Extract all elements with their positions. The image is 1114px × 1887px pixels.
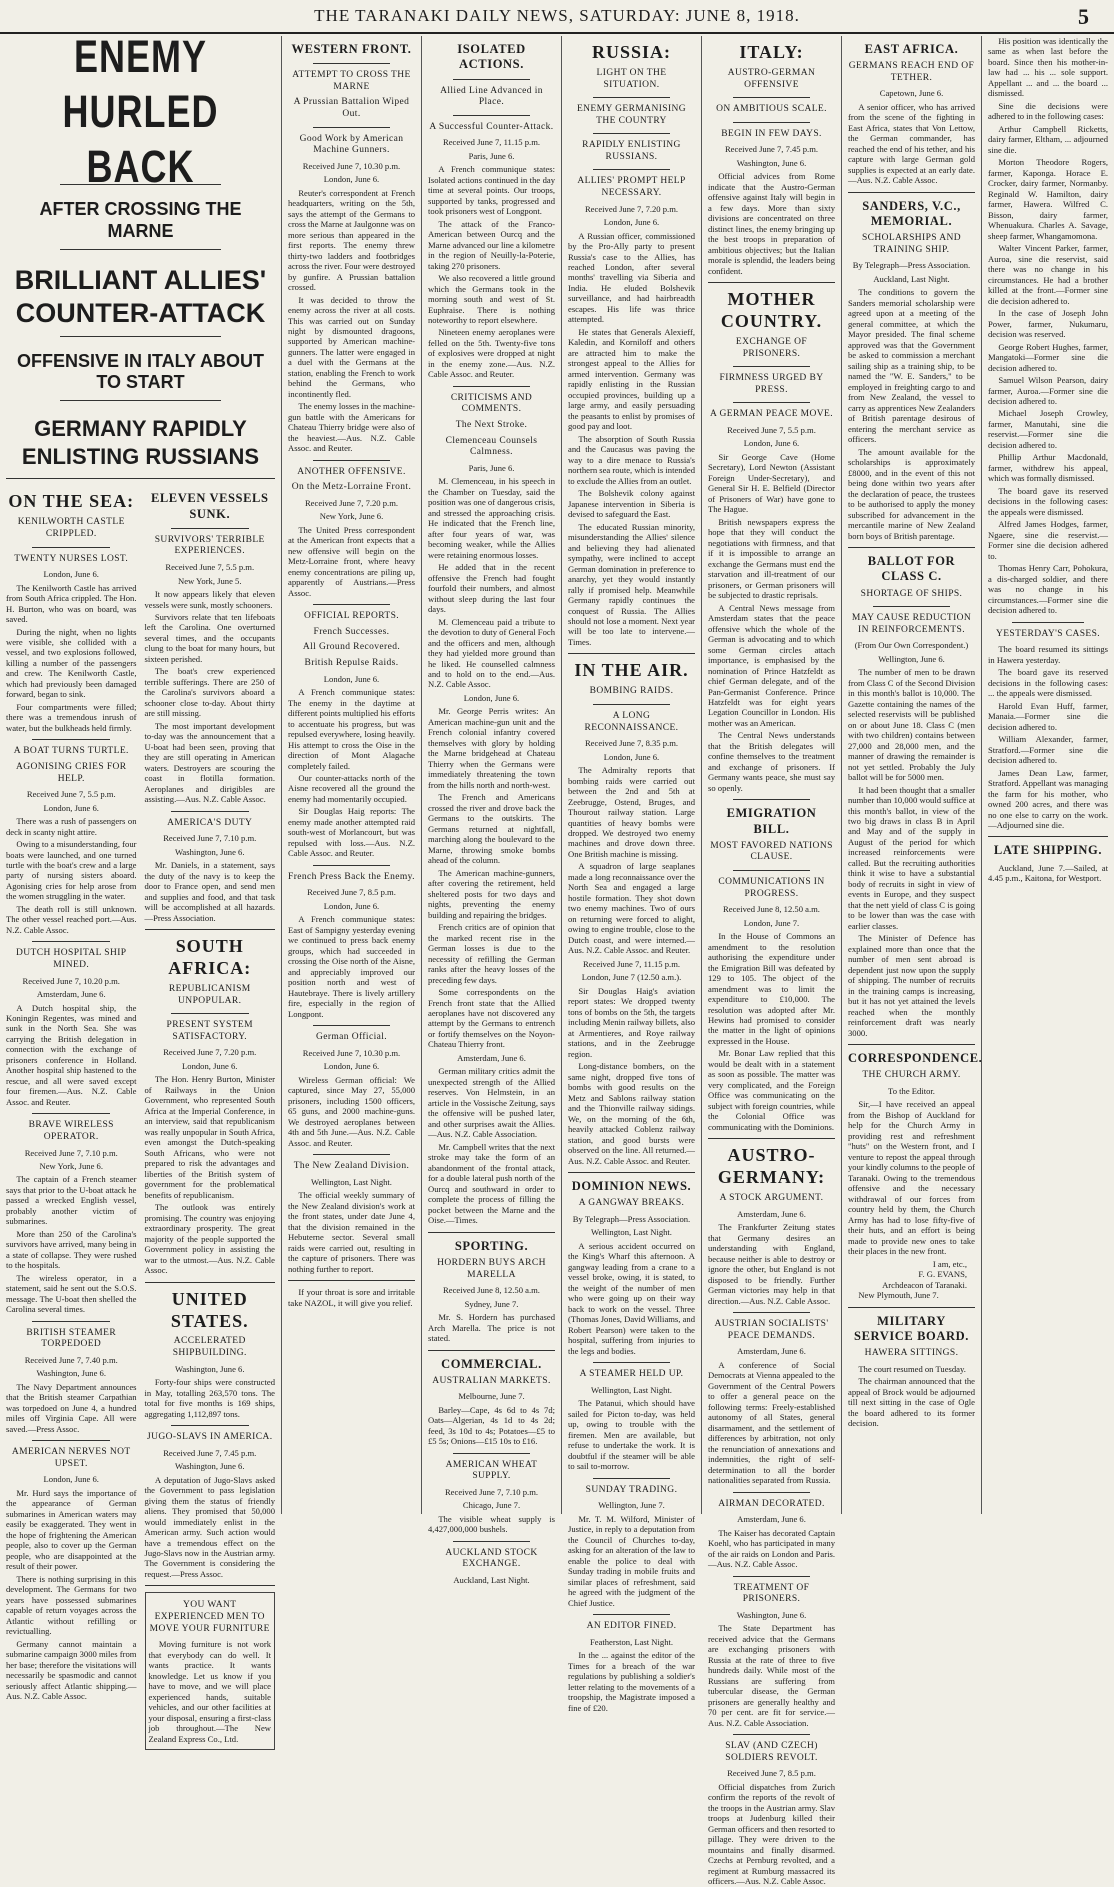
- subhead: SCHOLARSHIPS AND TRAINING SHIP.: [861, 233, 962, 255]
- dateline: Received June 7, 7.40 p.m.: [24, 1354, 118, 1365]
- subhead: A LONG RECONNAISSANCE.: [584, 710, 679, 733]
- dateline: Received June 7, 7.45 p.m.: [724, 144, 819, 155]
- subhead: BRITISH STEAMER TORPEDOED: [26, 1327, 117, 1350]
- subhead: Allied Line Advanced in Place.: [440, 85, 543, 108]
- paragraph: The wireless operator, in a statement, said he sent out the S.O.S. message. The U-boat then shelled the Carolina several times.: [6, 1272, 137, 1315]
- section-austro-germany: AUSTRO-GERMANY:: [717, 1145, 826, 1188]
- paragraph: The State Department has received advice that the Germans are exchanging prisoners with Russia at the rate of three to five hundreds daily. While most of the Russians are suffering from tubercular disease, the German prisoners are generally healthy and 70 per cent. are fit for service.—Aus. N.Z. Cable Association.: [708, 1623, 835, 1728]
- ad-text: Moving furniture is not work that everybody can do well. It wants practice. It wants knowledge. Let us know if you have to move, and we will place experienced hands, suitable vehicles, and our other facilities at your disposal, ensuring a first-class job throughout.—The New Zealand Express Co., Ltd.: [148, 1639, 271, 1744]
- dateline: London, June 7.: [743, 917, 800, 928]
- dateline: Melbourne, June 7.: [458, 1391, 525, 1402]
- section-late-shipping: LATE SHIPPING.: [993, 843, 1103, 858]
- column-3: [422, 36, 562, 1586]
- paragraph: Walter Vincent Parker, farmer, Auroa, sine die reservist, said there was no change in his circumstances. He had a brother killed at the front.—Former sine die decision adhered to.: [988, 243, 1108, 306]
- dateline: Received June 7, 8.5 p.m.: [307, 887, 396, 898]
- paragraph: Mr. S. Hordern has purchased Arch Marella. The price is not stated.: [428, 1312, 555, 1344]
- dateline: Capetown, June 6.: [879, 88, 944, 99]
- subhead: All Ground Recovered.: [302, 642, 401, 653]
- paragraph: Reuter's correspondent at French headquarters, writing on the 5th, says the attempt of the Germans to cross the Marne at Jaulgonne was on more serious than appeared in the first reports. The enemy threw thirty-two ladders and footbridges across the river. Four were destroyed by gunfire. A Prussian battalion crossed.: [288, 187, 415, 293]
- section-in-the-air: IN THE AIR.: [574, 660, 689, 681]
- paragraph: More than 250 of the Carolina's survivors have arrived, many being in a state of collapse. They were rushed to the hospitals.: [6, 1228, 137, 1271]
- subhead: EXCHANGE OF PRISONERS.: [735, 336, 808, 359]
- paragraph: Samuel Wilson Pearson, dairy farmer, Auroa.—Former sine die decision adhered to.: [988, 375, 1108, 406]
- headline-enemy-hurled-back: ENEMY HURLED BACK: [62, 30, 219, 192]
- dateline: Washington, June 6.: [175, 1461, 245, 1472]
- paragraph: Some correspondents on the French front state that the Allied aeroplanes have not discovered any attempt by the Germans to entrench or fortify themselves on the Noyon-Chateau Thierry front.: [428, 987, 555, 1050]
- subhead: A BOAT TURNS TURTLE.: [13, 746, 129, 757]
- paragraph: A senior officer, who has arrived from the scene of the fighting in East Africa, states that Von Lettow, the German commander, has reached the end of his tether, and his capture with large German gold supplies is expected at an early date.—Aus. N.Z. Cable Assoc.: [848, 101, 975, 186]
- paragraph: The French and Americans crossed the river and drove back the Germans to the outskirts. The Germans returned at nightfall, marching along the boulevard to the Marne, throwing smoke bombs ahead of the column.: [428, 792, 555, 866]
- dateline: Received June 7, 7.10 p.m.: [163, 833, 257, 844]
- subhead: The New Zealand Division.: [293, 1161, 410, 1172]
- paragraph: The Central News understands that the British delegates will confine themselves to the treatment and exchange of prisoners. If Germany wants peace, she must say so openly.: [708, 730, 835, 793]
- page-number: 5: [1078, 4, 1090, 29]
- column-6: [842, 36, 982, 1514]
- to-the-editor: To the Editor.: [888, 1086, 935, 1096]
- column-1: [0, 30, 282, 1744]
- subhead: KENILWORTH CASTLE CRIPPLED.: [17, 517, 125, 539]
- dateline: Washington, June 6.: [175, 846, 245, 857]
- subhead: AIRMAN DECORATED.: [718, 1498, 825, 1509]
- paragraph: The Kaiser has decorated Captain Koehl, who has participated in many of the air raids on London and Paris.—Aus. N.Z. Cable Assoc.: [708, 1527, 835, 1570]
- paragraph: The outlook was entirely promising. The country was enjoying extraordinary prosperity. The great majority of the people supported the Government policy in assisting the war to the utmost.—Aus. N.Z. Cable Assoc.: [144, 1202, 275, 1276]
- paragraph: The most important development to-day was the announcement that a U-boat had been seen, proving that they are still operating in American waters. Destroyers are scouring the coast in flotilla formation. Aeroplanes and dirigibles are assisting.—Aus. N.Z. Cable Assoc.: [144, 720, 275, 805]
- subhead: MAY CAUSE REDUCTION IN REINFORCEMENTS.: [851, 613, 972, 635]
- paragraph: It now appears likely that eleven vessels were sunk, mostly schooners.: [144, 589, 275, 610]
- subhead: HORDERN BUYS ARCH MARELLA: [437, 1257, 546, 1280]
- paragraph: German military critics admit the unexpected strength of the Allied reserves. Von Helmstein, in an article in the Vossische Zeitung, says the offensive will be pushed later, and other surprises await the Allies.—Aus. N.Z. Cable Association.: [428, 1066, 555, 1140]
- section-emigration-bill: EMIGRATION BILL.: [726, 806, 817, 836]
- paragraph: There was a rush of passengers on deck in scanty night attire.: [6, 816, 137, 837]
- section-italy: ITALY:: [739, 42, 804, 62]
- subhead: AGONISING CRIES FOR HELP.: [15, 761, 127, 784]
- subhead: DUTCH HOSPITAL SHIP MINED.: [16, 948, 127, 970]
- nazol-advertisement: If your throat is sore and irritable take NAZOL, it will give you relief.: [288, 1287, 415, 1308]
- paragraph: Sir Douglas Haig's aviation report states: We dropped twenty tons of bombs on the 5th, the targets including Menin railway billets, also at Armentieres, and Roye railway stations, and in the Zeebrugge region.: [568, 985, 695, 1059]
- section-south-africa: SOUTH AFRICA:: [168, 936, 252, 979]
- section-eleven-vessels-sunk: ELEVEN VESSELS SUNK.: [150, 491, 269, 521]
- paragraph: Barley—Cape, 4s 6d to 4s 7d; Oats—Algerian, 4s 1d to 4s 2d; feed, 3s 10d to 4s; Potatoes—£5 to £5 5s; Onions—£15 10s to £16.: [428, 1404, 555, 1447]
- dateline: Wellington, Last Night.: [591, 1227, 672, 1238]
- dateline: London, June 6.: [323, 673, 380, 684]
- section-sporting: SPORTING.: [454, 1238, 529, 1253]
- paragraph: The Bolshevik colony against Japanese intervention in Siberia is devised to safeguard the East.: [568, 488, 695, 520]
- paragraph: The Minister of Defence has explained more than once that the number of men sent abroad is dependent just now upon the supply of shipping. The number of recruits in the training camps is increasing, but it has not yet attained the levels reached when the monthly reinforcement draft was nearly 3000.: [848, 933, 975, 1038]
- paragraph: The Navy Department announces that the British steamer Carpathian was torpedoed on June 4, a hundred miles off Virginia Cape. All were saved.—Press Assoc.: [6, 1381, 137, 1434]
- signature-line: I am, etc.,: [932, 1258, 967, 1269]
- paragraph: He states that Generals Alexieff, Kaledin, and Korniloff and others are attracted him to make the strongest appeal to the Allies for armed intervention. Germany was rapidly enlisting in the Russian occupied provinces, building up a large army, and easily persuading the peasants to enlist by promises of good pay and loot.: [568, 326, 695, 432]
- dateline: Received June 7, 8.35 p.m.: [584, 738, 679, 749]
- subhead: LIGHT ON THE SITUATION.: [596, 67, 667, 90]
- paragraph: Phillip Arthur Macdonald, farmer, withdrew his appeal, which was formally dismissed.: [988, 452, 1108, 484]
- paragraph: We also recovered a little ground which the Germans took in the morning south and west of St. Euphraise. There is nothing noteworthy to report elsewhere.: [428, 273, 555, 325]
- dateline: London, June 6.: [743, 438, 800, 449]
- dateline: Auckland, Last Night.: [873, 273, 950, 284]
- paragraph: William Alexander, farmer, Stratford.—Former sine die decision adhered to.: [988, 734, 1108, 766]
- signature-name: F. G. EVANS,: [918, 1269, 967, 1280]
- paragraph: The Kenilworth Castle has arrived from South Africa crippled. The Hon. H. Burton, who was on board, was saved.: [6, 582, 137, 625]
- subhead: A GERMAN PEACE MOVE.: [709, 409, 834, 420]
- paragraph: Mr. Hurd says the importance of the appearance of German submarines in American waters may easily be exaggerated. They went in the hope of frightening the American people, also to cover up the German people, who are disappointed at the result of their power.: [6, 1487, 137, 1572]
- subhead: ACCELERATED SHIPBUILDING.: [172, 1336, 247, 1359]
- section-on-the-sea: ON THE SEA:: [8, 491, 135, 512]
- paragraph: Thomas Henry Carr, Pohokura, a dis-charged soldier, and there was no change in his circumstances.—Former sine die decision adhered to.: [988, 563, 1108, 616]
- section-isolated-actions: ISOLATED ACTIONS.: [457, 42, 526, 72]
- headline-after-crossing-marne: AFTER CROSSING THE MARNE: [39, 198, 242, 241]
- paragraph: The captain of a French steamer says that prior to the U-boat attack he passed a wrecked English vessel, probably another victim of submarines.: [6, 1174, 137, 1227]
- section-russia: RUSSIA:: [591, 42, 672, 62]
- subhead: BRAVE WIRELESS OPERATOR.: [28, 1120, 114, 1142]
- dateline: Wellington, June 6.: [878, 653, 945, 664]
- subhead: Good Work by American Machine Gunners.: [299, 133, 404, 156]
- paragraph: The official weekly summary of the New Zealand division's work at the front states, under date June 4, that the division remained in the Hebuterne sector. Several small raids were carried out, resulting in the capture of prisoners. There was nothing further to report.: [288, 1190, 415, 1274]
- dateline: Received June 7, 7.45 p.m.: [163, 1447, 257, 1458]
- paragraph: The number of men to be drawn from Class C of the Second Division in this month's ballot is 10,000. The Gazette containing the names of the selected reservists will be published on or about June 18. Class C (men with two children) contains between 27,000 and 28,000 men, and the manner of drawing the remainder is not yet settled. Probably the July ballot will be for 5000 men.: [848, 667, 975, 783]
- subhead: A GANGWAY BREAKS.: [578, 1198, 685, 1209]
- subhead: ON AMBITIOUS SCALE.: [716, 104, 827, 115]
- dateline: Received June 8, 12.50 a.m.: [723, 904, 820, 915]
- paragraph: The death roll is still unknown. The other vessel reached port.—Aus. N.Z. Cable Assoc.: [6, 903, 137, 935]
- dateline: Washington, June 6.: [36, 1368, 106, 1379]
- section-ballot-class-c: BALLOT FOR CLASS C.: [867, 554, 956, 584]
- paragraph: Nineteen enemy aeroplanes were felled on the 5th. Twenty-five tons of explosives were dropped at night in the enemy zone.—Aus. N.Z. Cable Assoc. and Reuter.: [428, 327, 555, 380]
- dateline: Paris, June 6.: [468, 150, 515, 161]
- paragraph: The boat's crew experienced terrible sufferings. There are 250 of the Carolina's survivors aboard a schooner close to-day. About thirty are still missing.: [144, 666, 275, 719]
- paragraph: Sine die decisions were adhered to in the following cases:: [988, 100, 1108, 122]
- dateline: Amsterdam, June 6.: [737, 1514, 806, 1525]
- headline-counter-attack: BRILLIANT ALLIES' COUNTER-ATTACK: [14, 264, 267, 328]
- column-5: [702, 36, 842, 1887]
- subhead: PRESENT SYSTEM SATISFACTORY.: [166, 1020, 253, 1042]
- paragraph: Auckland, June 7.—Sailed, at 4.45 p.m., Kaitona, for Westport.: [988, 862, 1108, 884]
- subhead: BOMBING RAIDS.: [589, 686, 674, 697]
- section-dominion-news: DOMINION NEWS.: [571, 1179, 692, 1194]
- subhead: AMERICA'S DUTY: [167, 817, 253, 828]
- paragraph: British newspapers express the hope that they will conduct the negotiations with firmness, and that if it is impossible to arrange an exchange the Germans must end the starvation and ill-treatment of our prisoners, or German prisoners will be subjected to drastic reprisals.: [708, 516, 835, 601]
- section-sanders-memorial: SANDERS, V.C., MEMORIAL.: [862, 198, 961, 229]
- paragraph: The court resumed on Tuesday.: [858, 1363, 966, 1374]
- paragraph: A Central News message from Amsterdam states that the peace offensive which the whole of the German is advocating and to which some German circles attach importance, is emphasised by the nomination of Prince Hatzfeldt as chief German delegate, and of the Pan-Germanist Conference. Prince Hatzfeldt was for eight years Legation Councillor in London. His mother was an American.: [708, 602, 835, 728]
- subhead: AMERICAN WHEAT SUPPLY.: [445, 1459, 538, 1482]
- subhead: GERMANS REACH END OF TETHER.: [848, 61, 975, 83]
- paragraph: A deputation of Jugo-Slavs asked the Government to pass legislation giving them the status of friendly aliens. They promised that 50,000 would immediately enlist in the American army. Such action would have a tremendous effect on the Jugo-Slavs now in the Austrian army. The Government is considering the request.—Press Assoc.: [144, 1474, 275, 1579]
- paragraph: Our counter-attacks north of the Aisne recovered all the ground the enemy had momentarily occupied.: [288, 772, 415, 804]
- dateline: Amsterdam, June 6.: [36, 989, 106, 1000]
- dateline: (From Our Own Correspondent.): [854, 640, 969, 651]
- subhead: AUSTRO-GERMAN OFFENSIVE: [727, 67, 816, 90]
- paragraph: Official advices from Rome indicate that the Austro-German offensive against Italy will begin in a few days. More than sixty divisions are concentrated on three distinct lines, the enemy bringing up the best troops in preparation of ambitious objectives; but the Italian morale is splendid, the leaders being confident.: [708, 171, 835, 276]
- paragraph: Arthur Campbell Ricketts, dairy farmer, Eltham, ... adjourned sine die.: [988, 123, 1108, 155]
- dateline: London, June 7 (12.50 a.m.).: [581, 972, 682, 983]
- subhead: A Successful Counter-Attack.: [429, 121, 554, 132]
- paragraph: Mr. Bonar Law replied that this would be dealt with in a statement as soon as possible. The matter was very complicated, and the Foreign Office was communicating on the subject with foreign countries, while the Colonial Office was communicating with the Dominions.: [708, 1048, 835, 1132]
- paragraph: M. Clemenceau, in his speech in the Chamber on Tuesday, said the position was one of dangerous crisis, and stressed the approaching crisis. He indicated that the French line, after four years of war, was becoming weaker, while the Allies were retaining enormous losses.: [428, 476, 555, 560]
- paragraph: The attack of the Franco-American between Ourcq and the Marne advanced our line a kilometre in the region of Neuilly-la-Poterie, taking 270 prisoners.: [428, 218, 555, 271]
- subhead: AN EDITOR FINED.: [586, 1621, 677, 1632]
- paragraph: In the House of Commons an amendment to the resolution authorising the expenditure under the Emigration Bill was defeated by 129 to 105. The object of the amendment was to limit the expenditure to £10,000. The resolution was adopted after Mr. Hewins had promised to consider the matter in the light of opinions expressed in the House.: [708, 931, 835, 1046]
- paragraph: A squadron of large seaplanes made a long reconnaissance over the North Sea and engaged a large hostile formation. They shot down two enemy machines. Two of ours on returning were forced to alight, owing to engine trouble, close to the Dutch coast, and were interned.—Aus. N.Z. Cable Assoc. and Reuter.: [568, 861, 695, 956]
- dateline: Received June 7, 8.5 p.m.: [727, 1768, 816, 1779]
- subhead: FIRMNESS URGED BY PRESS.: [719, 373, 824, 395]
- paragraph: A French communique states: Isolated actions continued in the day time at several points. Our troops, supported by tanks, progressed and took prisoners west of Longpont.: [428, 164, 555, 217]
- subhead: ENEMY GERMANISING THE COUNTRY: [576, 104, 687, 126]
- paragraph: The Patanui, which should have sailed for Picton to-day, was held up, owing to trouble with the firemen. Men are available, but refuse to undertake the work. It is doubtful if the steamer will be able to sail to-morrow.: [568, 1398, 695, 1472]
- paragraph: A Dutch hospital ship, the Koningin Regentes, was mined and sunk in the North Sea. She was carrying the British delegation in connection with the exchange of prisoners conference in Holland. Another hospital ship hastened to the rescue, and all were saved except four firemen.—Aus. N.Z. Cable Assoc. and Reuter.: [6, 1002, 137, 1107]
- dateline: London, June 6.: [43, 1474, 99, 1485]
- dateline: London, June 6.: [43, 802, 99, 813]
- section-western-front: WESTERN FRONT.: [291, 42, 412, 56]
- paragraph: Michael Joseph Crowley, farmer, Manutahi, sine die reservist.—Former sine die decision adhered to.: [988, 408, 1108, 450]
- subhead: SUNDAY TRADING.: [585, 1484, 678, 1495]
- column-1-left: [6, 485, 137, 1750]
- subhead: HAWERA SITTINGS.: [864, 1348, 959, 1359]
- subhead: AUCKLAND STOCK EXCHANGE.: [445, 1547, 538, 1570]
- subhead: French Successes.: [313, 626, 390, 637]
- dateline: Received June 7, 5.5 p.m.: [26, 789, 116, 800]
- dateline: London, June 6.: [43, 569, 99, 580]
- paragraph: Sir George Cave (Home Secretary), Lord Newton (Assistant Foreign Under-Secretary), and General Sir H. E. Belfield (Director of Prisoners of War) have gone to The Hague.: [708, 451, 835, 515]
- dateline: London, June 6.: [603, 751, 660, 762]
- subhead: British Repulse Raids.: [304, 658, 399, 669]
- paragraph: Alfred James Hodges, farmer, Ngaere, sine die reservist.—Former sine die decision adhered to.: [988, 519, 1108, 561]
- subhead: On the Metz-Lorraine Front.: [291, 482, 412, 493]
- dateline: Received June 7, 11.15 p.m.: [582, 958, 681, 969]
- dateline: Received June 8, 12.50 a.m.: [443, 1285, 540, 1296]
- paragraph: It was decided to throw the enemy across the river at all costs. This was carried out on Sunday night by dismounted dragoons, supported by American machine-gunners. The latter were engaged in a duel with the Germans at the station, enabling the French to work behind the Germans, who incontinently fled.: [288, 294, 415, 399]
- paragraph: A French communique states: The enemy in the daytime at different points multiplied his efforts to accentuate his progress, but was repulsed everywhere, losing heavily. His attempt to cross the Oise in the direction of Mont Alagache completely failed.: [288, 687, 415, 771]
- paragraph: Morton Theodore Rogers, farmer, Kaponga. Horace E. Crocker, dairy farmer, Normanby. Reginald W. Hamilton, dairy farmer, Hawera. Wilfred C. Bisson, dairy farmer, Whenuakura. Charles A. Savage, sheep farmer, Whangamomona.: [988, 157, 1108, 241]
- subhead: RAPIDLY ENLISTING RUSSIANS.: [582, 140, 681, 162]
- dateline: London, June 6.: [463, 692, 520, 703]
- column-1-right: [145, 485, 276, 1750]
- paragraph: George Robert Hughes, farmer, Mangatoki—Former sine die decision adhered to.: [988, 341, 1108, 373]
- subhead: A STOCK ARGUMENT.: [719, 1193, 824, 1204]
- dateline: By Telegraph—Press Association.: [572, 1213, 691, 1224]
- paragraph: Mr. Daniels, in a statement, says the duty of the navy is to keep the door to France open, and send men and supplies and food, and that task will be accomplished at all hazards.—Press Association.: [144, 860, 275, 923]
- paragraph: Sir,—I have received an appeal from the Bishop of Auckland for help for the Church Army in providing rest and refreshment "huts" on the Western front, and I venture to repost the appeal through your kindly columns to the people of Taranaki. Owing to the tremendous offensive and the necessary withdrawal of our forces from country held by them, the Church Army has had to lose fifty-five of their huts, and an effort is being made to provide new ones to take their places in the new front.: [848, 1099, 975, 1257]
- section-mother-country: MOTHER COUNTRY.: [720, 289, 823, 332]
- subhead: COMMUNICATIONS IN PROGRESS.: [718, 877, 825, 899]
- signature-title: Archdeacon of Taranaki.: [882, 1279, 967, 1290]
- dateline: Received June 7, 5.5 p.m.: [727, 424, 816, 435]
- section-east-africa: EAST AFRICA.: [864, 42, 959, 56]
- subhead: German Official.: [315, 1032, 388, 1043]
- section-united-states: UNITED STATES.: [170, 1288, 249, 1331]
- dateline: Wellington, Last Night.: [311, 1176, 392, 1187]
- dateline: London, June 6.: [182, 1060, 238, 1071]
- paragraph: Mr. T. M. Wilford, Minister of Justice, in reply to a deputation from the Council of Churches to-day, asking for an alteration of the law to enable the police to deal with Sunday trading in mobile fruits and similar places of refreshment, said he agreed with the judgment of the Chief Justice.: [568, 1513, 695, 1608]
- paragraph: Survivors relate that ten lifeboats left the Carolina. One overturned several times, and the occupants clung to the boat for many hours, but sixteen perished.: [144, 612, 275, 664]
- paragraph: The conditions to govern the Sanders memorial scholarship were agreed upon at a meeting of the general committee, at which the Mayor presided. The final scheme approved was that the Government be asked to commission a merchant sailing ship as a training ship, to be named the "W. E. Sanders," to be employed in freighting cargo to and from New Zealand, the vessel to carry as apprentices New Zealanders of British parentage desirous of entering the merchant service as officers.: [848, 287, 975, 445]
- paragraph: There is nothing surprising in this development. The Germans for two years have possessed submarines capable of return voyages across the Atlantic without refilling or revictualling.: [6, 1573, 137, 1637]
- dateline: Received June 7, 7.20 p.m.: [163, 1047, 257, 1058]
- paragraph: Germany cannot maintain a submarine campaign 3000 miles from her base; therefore the visitations will necessarily be spasmodic and cannot seriously affect Atlantic shipping.—Aus. N.Z. Cable Assoc.: [6, 1638, 137, 1702]
- paragraph: Harold Evan Huff, farmer, Manaia.—Former sine die decision adhered to.: [988, 700, 1108, 732]
- paragraph: It had been thought that a smaller number than 10,000 would suffice at this month's ballot, in view of the two big draws in class B in April and May and of the supply in August of the period for which increased reinforcements were called. But the recruiting authorities think it wise to have a substantial body of recruits in sight in view of events in Europe, and they suspect that the nett yield of class C is going to be lower than was the case with earlier classes.: [848, 784, 975, 931]
- paragraph: The chairman announced that the appeal of Brock would be adjourned till next sitting in the case of Ogle the board adhered to its former decision.: [848, 1376, 975, 1429]
- paragraph: In the ... against the editor of the Times for a breach of the war regulations by publishing a soldier's letter relating to the movements of a troopship, the Magistrate imposed a fine of £20.: [568, 1650, 695, 1713]
- subhead: AMERICAN NERVES NOT UPSET.: [11, 1447, 131, 1469]
- subhead: AUSTRIAN SOCIALISTS' PEACE DEMANDS.: [714, 1319, 829, 1341]
- dateline: Chicago, June 7.: [462, 1500, 521, 1511]
- subhead: SLAV (AND CZECH) SOLDIERS REVOLT.: [725, 1741, 818, 1763]
- paragraph: The Hon. Henry Burton, Minister of Railways in the Union Government, who represented South Africa at the Imperial Conference, in an interview, said that republicanism was really unpopular in South Africa, even amongst the Dutch-speaking South Africans, who were not prepared to risk the advantages and liberties of the British system of government for the problematical benefits of republicanism.: [144, 1074, 275, 1200]
- paragraph: Official dispatches from Zurich confirm the reports of the revolt of the troops in the Austrian army. Slav troops at Judenburg killed their German officers and then resorted to pillage. They were driven to the mountains and finally disarmed. Czechs at Pernburg revolted, and a regiment at Rumburg massacred its officers.—Aus. N.Z. Cable Assoc.: [708, 1781, 835, 1887]
- dateline: London, June 6.: [323, 900, 380, 911]
- paragraph: The United Press correspondent at the American front expects that a new offensive will begin on the Metz-Lorraine front, where heavy enemy concentrations are piling up, apparently of Austrians.—Press Assoc.: [288, 524, 415, 598]
- paragraph: Owing to a misunderstanding, four boats were launched, and one turned turtle with the boat's crew and a large party of nursing sisters aboard. Agonising cries for help arose from the women struggling in the water.: [6, 839, 137, 902]
- dateline: Received June 7, 10.20 p.m.: [22, 975, 120, 986]
- signature-place: New Plymouth, June 7.: [858, 1290, 939, 1301]
- subhead: THE CHURCH ARMY.: [862, 1070, 961, 1081]
- advertisement-furniture: [145, 1592, 276, 1750]
- paragraph: The Frankfurter Zeitung states that Germany desires an understanding with England, because neither is able to destroy or ignore the other, but England is not disposed to be friendly. Further German victories may help in that direction.—Aus. N.Z. Cable Assoc.: [708, 1222, 835, 1306]
- dateline: New York, June 6.: [319, 511, 384, 522]
- dateline: Received June 7, 11.15 p.m.: [442, 137, 541, 148]
- paragraph: The absorption of South Russia and the Caucasus was paving the way to a dire menace to Russia's northern sea route, which is intended to exclude the Allies from an outlet.: [568, 433, 695, 486]
- paragraph: The visible wheat supply is 4,427,000,000 bushels.: [428, 1513, 555, 1535]
- subhead: REPUBLICANISM UNPOPULAR.: [168, 984, 251, 1006]
- dateline: Amsterdam, June 6.: [737, 1346, 806, 1357]
- paragraph: M. Clemenceau paid a tribute to the devotion to duty of General Foch and the officers and men, although they had yielded more ground than he liked. He counselled calmness and to hold on to the end.—Aus. N.Z. Cable Assoc.: [428, 616, 555, 690]
- subhead: ALLIES' PROMPT HELP NECESSARY.: [577, 176, 686, 198]
- subhead: TREATMENT OF PRISONERS.: [733, 1582, 810, 1605]
- paragraph: Wireless German official: We captured, since May 27, 55,000 prisoners, including 1500 officers, 65 guns, and 2000 machine-guns. We destroyed aeroplanes between 4th and 5th June.—Aus. N.Z. Cable Assoc. and Reuter.: [288, 1074, 415, 1148]
- subhead: BEGIN IN FEW DAYS.: [721, 128, 822, 139]
- subhead: ATTEMPT TO CROSS THE MARNE: [292, 70, 411, 92]
- dateline: Washington, June 6.: [175, 1363, 245, 1374]
- paragraph: The enemy losses in the machine-gun battle with the Americans for Chateau Thierry bridge were also of the heaviest.—Aus. N.Z. Cable Assoc. and Reuter.: [288, 401, 416, 454]
- column-4: [562, 36, 702, 1713]
- dateline: Sydney, June 7.: [464, 1298, 519, 1309]
- paragraph: The educated Russian minority, misunderstanding the Allies' silence and believing they had alienated sympathy, were inclined to accept German domination in preference to anarchy, yet they would instantly rally if promised help. Meanwhile Germany rapidly continues the conquest of Russia. The Allies should not lose a moment. Next year will be too late to intervene.—Times.: [568, 521, 695, 647]
- paragraph: The Admiralty reports that bombing raids were carried out between the 2nd and 5th at Zeebrugge, Ostend, Bruges, and Thourout railway station. Large quantities of heavy bombs were dropped. We destroyed two enemy machines and drove down three. One British machine is missing.: [568, 765, 695, 859]
- paragraph: Sir Douglas Haig reports: The enemy made another attempted raid south-west of Morlancourt, but was repulsed with loss.—Aus. N.Z. Cable Assoc. and Reuter.: [288, 806, 415, 859]
- section-commercial: COMMERCIAL.: [441, 1356, 542, 1371]
- dateline: New York, June 6.: [39, 1161, 103, 1171]
- dateline: Received June 7, 7.10 p.m.: [24, 1147, 118, 1158]
- dateline: Amsterdam, June 6.: [737, 1208, 806, 1219]
- dateline: Auckland, Last Night.: [453, 1575, 530, 1586]
- dateline: London, June 6.: [323, 174, 380, 185]
- subhead: MOST FAVORED NATIONS CLAUSE.: [710, 840, 833, 863]
- paragraph: He added that in the recent offensive the French had fought fourfold their numbers, and almost without sleep during the last four days.: [428, 562, 555, 615]
- dateline: Received June 7, 5.5 p.m.: [165, 562, 255, 573]
- paragraph: The amount available for the scholarships is approximately £8000, and in the event of this not being done within two years after the declaration of peace, the trustees to be authorised to apply the money subscribed for advancement in the mercantile marine of New Zealand born boys of British parentage.: [848, 446, 975, 541]
- column-2: [282, 36, 422, 1514]
- paragraph: French critics are of opinion that the marked recent rise in the German losses is due to the necessity of refilling the German ranks after the heavy losses of the preceding few days.: [428, 922, 555, 985]
- paragraph: Forty-four ships were constructed in May, totalling 263,570 tons. The total for five months is 169 ships, aggregating 1,112,897 tons.: [144, 1377, 275, 1419]
- paragraph: Long-distance bombers, on the same night, dropped five tons of bombs with good results on the Metz and Sablons railway station and the Thionville railway sidings. We, on the morning of the 6th, heavily attacked Coblenz railway station, and good bursts were observed on the line. All returned.—Aus. N.Z. Cable Assoc. and Reuter.: [568, 1061, 695, 1166]
- subhead: A Prussian Battalion Wiped Out.: [293, 97, 410, 119]
- subhead: The Next Stroke.: [455, 420, 528, 431]
- dateline: Received June 7, 7.20 p.m.: [304, 497, 399, 508]
- subhead: ANOTHER OFFENSIVE.: [297, 466, 406, 477]
- paragraph: A Russian officer, commissioned by the Pro-Ally party to present Russia's case to the Allies, has reached London, after several months' travelling via Siberia and India. He eluded Bolshevik surveillance, and had hairbreadth escapes. His life was thrice attempted.: [568, 230, 695, 325]
- dateline: Wellington, Last Night.: [591, 1384, 672, 1395]
- paragraph: The American machine-gunners, after covering the retirement, held sheltered posts for two days and nights, preventing the enemy building and repairing the bridges.: [428, 867, 555, 920]
- dateline: New York, June 5.: [178, 575, 242, 586]
- dateline: Amsterdam, June 6.: [457, 1052, 526, 1063]
- dateline: Washington, June 6.: [736, 157, 807, 168]
- ad-headline: YOU WANT EXPERIENCED MEN TO MOVE YOUR FURNITURE: [149, 1600, 270, 1634]
- paragraph: During the night, when no lights were visible, she collided with a vessel, and two explosions followed, killing a number of the passengers and crew. The Kenilworth Castle, which had previously been damaged forward, began to sink.: [6, 626, 137, 700]
- paragraph: The board gave its reserved decisions in the following cases: the appeals were dismissed.: [988, 485, 1108, 517]
- section-military-service-board: MILITARY SERVICE BOARD.: [854, 1313, 969, 1343]
- paragraph: Four compartments were filled; there was a tremendous inrush of water, but the bulkheads held firmly.: [6, 701, 137, 733]
- paragraph: A serious accident occurred on the King's Wharf this afternoon. A gangway leading from a crane to a vessel broke, owing, it is stated, to the weight of the number of men who were going up on their way back to work on the vessel. Three (Thomas Jones, David Williams, and Robert Pearson) were taken to the hospital, suffering from injuries to the legs and bodies.: [568, 1240, 695, 1356]
- subhead: CRITICISMS AND COMMENTS.: [450, 392, 533, 415]
- subhead: Clemenceau Counsels Calmness.: [445, 435, 538, 458]
- subhead: SHORTAGE OF SHIPS.: [860, 588, 963, 599]
- paragraph: The board gave its reserved decisions in the following cases: ... the appeals were dismissed.: [988, 667, 1108, 699]
- subhead: A STEAMER HELD UP.: [579, 1369, 684, 1380]
- headline-offensive-italy: OFFENSIVE IN ITALY ABOUT TO START: [16, 350, 265, 393]
- masthead-title: THE TARANAKI DAILY NEWS, SATURDAY: JUNE 8, 1918.: [314, 6, 800, 25]
- paragraph: The board resumed its sittings in Hawera yesterday.: [988, 644, 1108, 665]
- subhead: JUGO-SLAVS IN AMERICA.: [146, 1432, 273, 1443]
- section-correspondence: CORRESPONDENCE.: [848, 1051, 983, 1066]
- dateline: Wellington, June 7.: [598, 1500, 665, 1511]
- subhead: SURVIVORS' TERRIBLE EXPERIENCES.: [154, 534, 265, 557]
- subhead: YESTERDAY'S CASES.: [995, 628, 1101, 639]
- dateline: Paris, June 6.: [468, 462, 515, 473]
- column-7: [982, 36, 1114, 1514]
- dateline: Featherston, Last Night.: [589, 1636, 674, 1647]
- dateline: Washington, June 6.: [736, 1609, 807, 1620]
- paragraph: His position was identically the same as when last before the board. Since then his mother-in-law had ... his ... sole support. Appellant ... and ... the board ... dismissed.: [988, 36, 1108, 99]
- dateline: London, June 6.: [323, 1061, 380, 1072]
- subhead: AUSTRALIAN MARKETS.: [432, 1375, 551, 1386]
- dateline: Received June 7, 7.20 p.m.: [584, 203, 679, 214]
- paragraph: In the case of Joseph John Power, farmer, Nukumaru, decision was reserved.: [988, 308, 1108, 340]
- subhead: TWENTY NURSES LOST.: [14, 553, 129, 564]
- dateline: Received June 7, 7.10 p.m.: [444, 1486, 539, 1497]
- paragraph: Mr. Campbell writes that the next stroke may take the form of an abandonment of the frontal attack, for a double lateral push north of the Ourcq and southward in order to complete the process of filling the pocket between the Marne and the Oise.—Times.: [428, 1141, 555, 1226]
- dateline: Received June 7, 10.30 p.m.: [302, 1047, 401, 1058]
- dateline: Received June 7, 10.30 p.m.: [302, 160, 401, 171]
- dateline: By Telegraph—Press Association.: [852, 260, 971, 271]
- paragraph: A French communique states: East of Sampigny yesterday evening we continued to press back enemy groups, which had succeeded in crossing the Oise north of the Aisne, and appreciably improved our position north and west of Hautebraye. There is lively artillery fire, especially in the region of Longpont.: [288, 914, 415, 1019]
- paragraph: A conference of Social Democrats at Vienna appealed to the Government of the Central Powers to offer a general peace on the following terms: Freely-established autonomy of all States, general disarmament, and the settlement of differences by arbitration, not only the renunciation of annexations and indemnities, the right of self-determination to all the border nationalities separated from Russia.: [708, 1359, 835, 1486]
- headline-germany-enlisting: GERMANY RAPIDLY ENLISTING RUSSIANS: [21, 416, 260, 469]
- paragraph: James Dean Law, farmer, Stratford. Appellant was managing the farm for his mother, who owned 200 acres, and there was no one else to carry on the work.—Adjourned sine die.: [988, 767, 1108, 830]
- dateline: London, June 6.: [603, 217, 660, 228]
- paragraph: Mr. George Perris writes: An American machine-gun unit and the French colonial infantry covered themselves with glory by holding the Marne bridgehead at Chateau Thierry when the Germans were immediately threatening the town from the hills north and north-west.: [428, 706, 555, 790]
- subhead: French Press Back the Enemy.: [288, 871, 415, 882]
- subhead: OFFICIAL REPORTS.: [303, 611, 400, 622]
